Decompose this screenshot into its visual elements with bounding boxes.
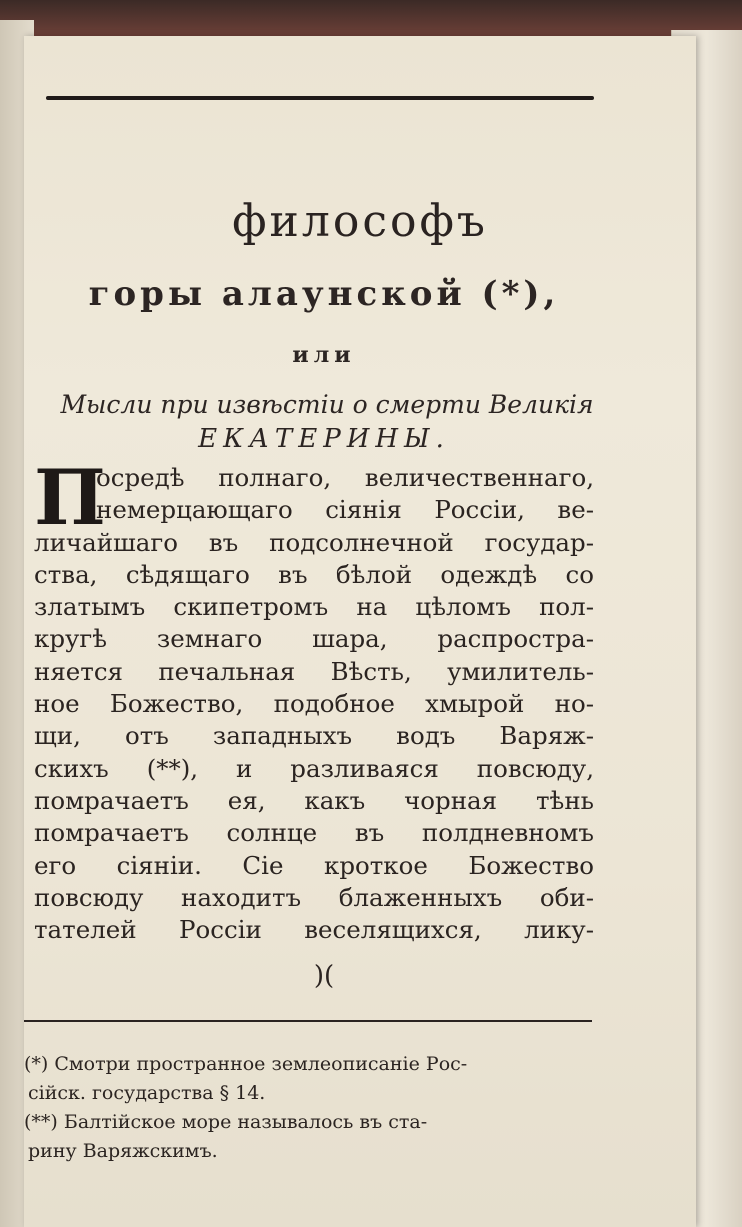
drop-cap: П	[34, 453, 106, 542]
footnote-rule	[24, 1020, 592, 1022]
body-line: ное Божество, подобное хмырой но-	[34, 689, 594, 719]
subheading-line-2: ЕКАТЕРИНЫ.	[198, 424, 450, 454]
or-word: или	[292, 342, 356, 368]
body-line: скихъ (**), и разливаяся повсюду,	[34, 753, 594, 783]
body-line: личайшаго въ подсолнечной государ-	[34, 527, 594, 557]
catchword: )(	[313, 961, 335, 991]
body-line: помрачаетъ ея, какъ чорная тѣнь	[34, 785, 594, 815]
body-line: помрачаетъ солнце въ полдневномъ	[34, 818, 594, 848]
footnote-line: сійск. государства § 14.	[28, 1082, 266, 1104]
body-line: щи, отъ западныхъ водъ Варяж-	[34, 721, 594, 751]
footnote-line: (*) Смотри пространное землеописаніе Рос-	[24, 1053, 468, 1075]
body-line: ства, сѣдящаго въ бѣлой одеждѣ со	[34, 559, 594, 589]
header-rule	[46, 96, 594, 100]
book-page	[24, 36, 696, 1227]
footnote-line: рину Варяжскимъ.	[28, 1140, 218, 1162]
body-line: няется печальная Вѣсть, умилитель-	[34, 656, 594, 686]
subheading-line-1: Мысли при извѣстіи о смерти Великія	[60, 390, 594, 419]
page-title: философъ	[232, 196, 488, 247]
body-line: кругѣ земнаго шара, распростра-	[34, 624, 594, 654]
footnote-line: (**) Балтійское море называлось въ ста-	[24, 1111, 428, 1133]
body-line: тателей Россіи веселящихся, лику-	[34, 915, 594, 945]
body-line: повсюду находитъ блаженныхъ оби-	[34, 882, 594, 912]
body-paragraph	[34, 453, 594, 946]
body-line: немерцающаго сіянія Россіи, ве-	[96, 495, 594, 525]
body-line: его сіяніи. Сіе кроткое Божество	[34, 850, 594, 880]
body-line: осредѣ полнаго, величественнаго,	[96, 463, 594, 492]
page-subtitle: горы алаунской (*),	[88, 274, 560, 314]
footnotes	[24, 1050, 598, 1166]
body-line: златымъ скипетромъ на цѣломъ пол-	[34, 592, 594, 622]
